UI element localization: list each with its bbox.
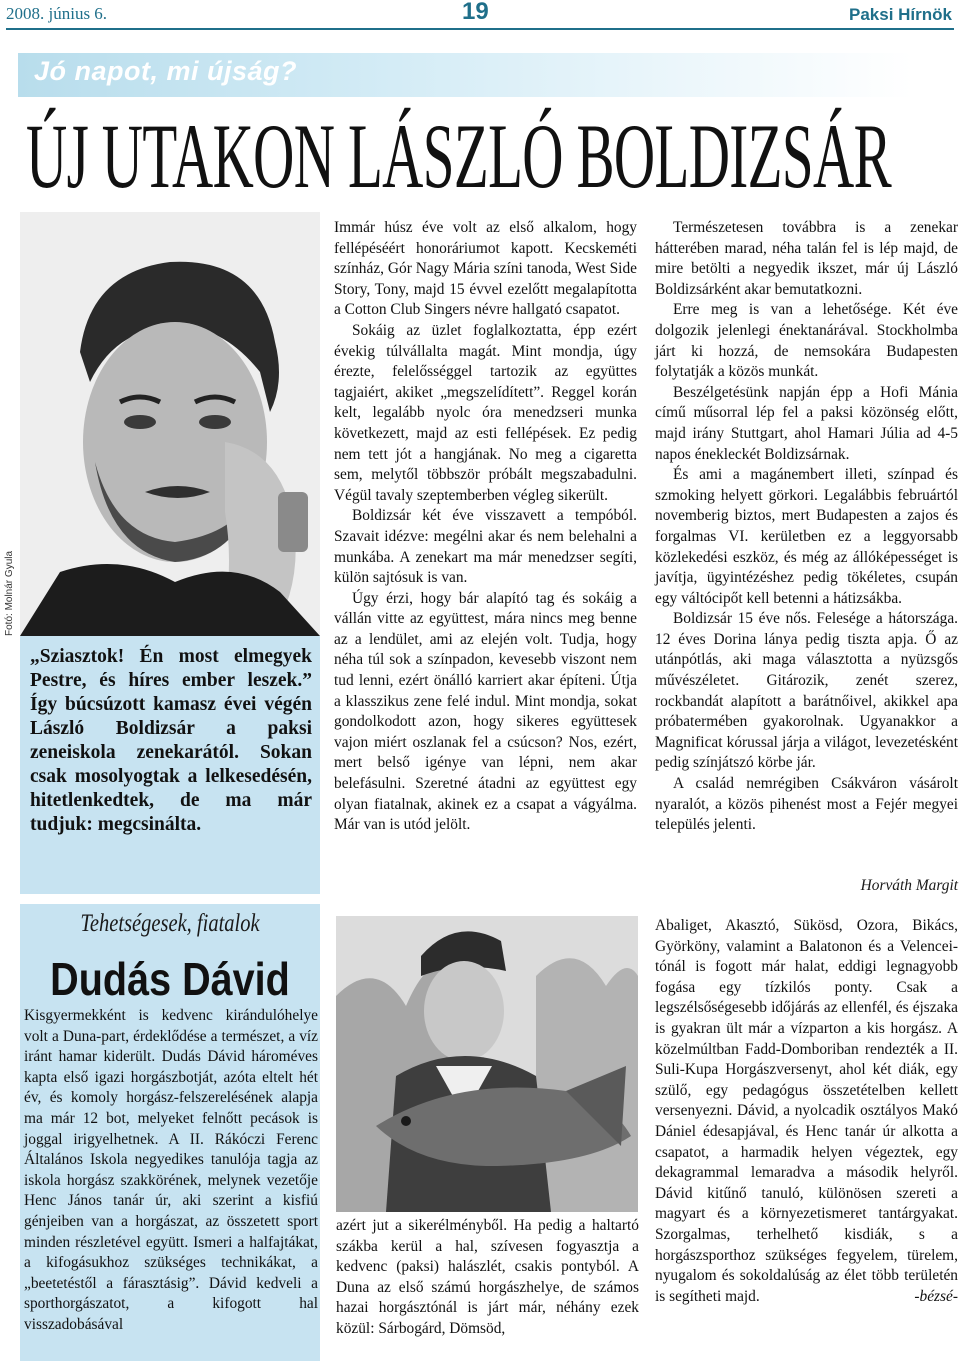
paragraph: Erre meg is van a lehetősége. Két éve dolgozik jelenlegi énektanárával. Stockholmba járt ki hozzá, de nemsokára Budapesten folytatják a közös munkát. (655, 301, 958, 381)
paragraph: És ami a magánembert illeti, színpad és szmoking helyett görkori. Legalábbis februártól novemberig biztos, mert Budapesten a zajos és forgalmas VI. kerületben ez a leggyorsabb közlekedési eszköz, és még az állóképességet is javítja, ügyintézéshez pedig tökéletes, csupán egy váltócipőt kell betenni a hátizsákba. (655, 466, 958, 607)
article1-signature: Horváth Margit (860, 877, 958, 894)
boy-with-fish-photo (336, 916, 638, 1212)
article2-column-2 (336, 1216, 639, 1340)
paragraph (655, 916, 958, 1307)
article2-column-3 (655, 916, 958, 1307)
article2-signature: -bézsé- (914, 1287, 958, 1305)
issue-date: 2008. június 6. (6, 4, 108, 23)
paragraph: Immár húsz éve volt az első alkalom, hogy fellépéséért honoráriumot kapott. Kecskeméti színház, Gór Nagy Mária színi tanoda, West Side Story, Tony, majd 15 évvel ezelőtt megalapította a Cotton Club Singers névre hallgató csapatot. (334, 219, 637, 319)
photo-credit (0, 540, 16, 636)
intro-lead-text: „Sziasztok! Én most elmegyek Pestre, és híres ember leszek.” Így búcsúzott kamasz évei végén László Boldizsár a paksi zeneiskola zenekarától. Sokan csak mosolyogtak a lelkesedésén, hitetlenkedtek, de ma már tudjuk: megcsinálta. (30, 646, 312, 835)
page-number: 19 (462, 0, 489, 25)
paragraph: A család nemrégiben Csákváron vásárolt nyaralót, a közös pihenést most a Fejér megyei település jelenti. (655, 775, 958, 834)
article2-title: Dudás Dávid (50, 953, 290, 1005)
paragraph: Beszélgetésünk napján épp a Hofi Mánia című műsorral lép fel a paksi közönség előtt, majd irány Stuttgart, ahol Hamari Júlia ad 4-5 napos énekleckét Boldizsárnak. (655, 383, 958, 463)
paragraph: Sokáig az üzlet foglalkoztatta, épp ezért évekig túlvállalta magát. Mint mondja, úgy érezte, felelősséggel tartozik az együttes tagjaiért, akiket „megszelídített”. Reggel korán kelt, legalább nyolc óra menedzseri munka következett, majd az esti fellépések. Ez pedig nem tett jót a hangjának. No meg a cigaretta sem, melytől többször próbált megszabadulni. Végül tavaly szeptemberben végleg sikerült. (334, 321, 637, 504)
article2-box-text (24, 1006, 318, 1336)
article1-column-2 (334, 218, 637, 836)
paragraph: Boldizsár két éve visszavett a tempóból. Szavait idézve: megélni akar és nem belehalni a munkába. A zenekart ma már menedzser segíti, külön sajtósuk is van. (334, 507, 637, 587)
boy-with-fish-illustration (336, 916, 638, 1212)
newspaper-name: Paksi Hírnök (849, 5, 952, 24)
paragraph: Kisgyermekként is kedvenc kirándulóhelye volt a Duna-part, érdeklődése a természet, a víz iránt hamar kiderült. Dudás Dávid hároméves kapta első igazi horgászbotját, azóta eltelt hét év, és komoly horgász-felszerelésének alapja ma már 12 bot, melyeket felnőtt pecások is joggal irigyelhetnek. A II. Rákóczi Ferenc Általános Iskola negyedikes tanulója tagja az iskola horgász szakkörének, melynek vezetője Henc János tanár úr, aki szerint a kisfiú génjeiben van a horgászat, az összetett sport minden részletével együtt. Ismeri a halfajtákat, a kifogásukhoz szükséges technikákat, a „beetetéstől a fárasztásig”. Dávid kedveli a sporthorgászatot, a kifogott hal visszadobásával (24, 1007, 318, 1333)
paragraph-text: Abaliget, Akasztó, Sükösd, Ozora, Bikács, Györköny, valamint a Balatonon és a Velencei-tónál is fogott már halat, eddigi legnagyobb fogása egy tízkilós ponty. Csak a legszélsőségesebb időjárás az ellenfél, és éjszaka is gyakran ült már a vízparton a kis horgász. A közelmúltban Fadd-Domboriban rendezték a II. Suli-Kupa Horgászversenyt, ahol két diák, egy szülő, egy pedagógus összetételben kellett versenyezni. Dávid, a nyolcadik osztályos Makó Dániel édesapjával, és Henc tanár úr alkotta a csapatot, a harmadik helyen végeztek, egy dekagrammal lemaradva a második helyről. Dávid kitűnő tanuló, különösen szereti a magyart és a környezetismeret tantárgyakat. Szorgalmas, terhelhető kisdiák, s a horgászsporthoz szükséges fegyelem, türelem, nyugalom és sokoldalúság az élet több területén is segítheti majd. (655, 917, 958, 1305)
rubric-title: Jó napot, mi újság? (34, 56, 298, 86)
photo-credit-text: Fotó: Molnár Gyula (4, 550, 15, 636)
paragraph: Természetesen továbbra is a zenekar hátterében marad, néha talán fel is lép majd, de mire betölti a negyedik ikszet, már új László Boldizsárként akar bemutatkozni. (655, 219, 958, 298)
portrait-illustration (20, 212, 320, 636)
portrait-photo (20, 212, 320, 636)
paragraph: azért jut a sikerélményből. Ha pedig a haltartó szákba kerül a hal, szívesen fogyasztja a kedvenc (paksi) halászlét, csakis pontyból. A Duna az első számú horgászhelye, de számos hazai horgásztónál is járt már, néhány ezek közül: Sárbogárd, Dömsöd, (336, 1217, 639, 1337)
header-rule (6, 28, 954, 30)
article1-column-3 (655, 218, 958, 836)
article2-subtitle: Tehetségesek, fiatalok (80, 910, 260, 937)
article-headline: ÚJ UTAKON LÁSZLÓ BOLDIZSÁR (26, 105, 891, 207)
paragraph: Úgy érzi, hogy bár alapító tag és sokáig a vállán vitte az együttest, mára nincs meg benne az a lendület, ami az elején volt. Tudja, hogy néha túl sok a színpadon, kevesebb viszont nem tud lenni, ezért önálló karriert akar építeni. Útja a klasszikus zene felé indul. Mint mondja, sokat gondolkodott azon, hogy sikeres együttesek vajon miért oszlanak fel a csúcson? Nos, ezért, mert belső igénye van lépni, nem akar belefásulni. Szeretné átadni az együttest egy olyan fiatalnak, akinek ez a csapat a vágyálma. Már van is utód jelölt. (334, 589, 637, 834)
paragraph: Boldizsár 15 éve nős. Felesége a hátországa. 12 éves Dorina lánya pedig tiszta apja. Ő az utánpótlás, aki maga választotta a nyüzsgős művészéletet. Gitározik, zenét szerez, rockbandát alapított a barátnőivel, akikkel apa próbatermében gyakorolnak. Ugyanakkor a Magnificat kórussal járja a világot, levezetésként pedig színjátszó körbe jár. (655, 610, 958, 772)
